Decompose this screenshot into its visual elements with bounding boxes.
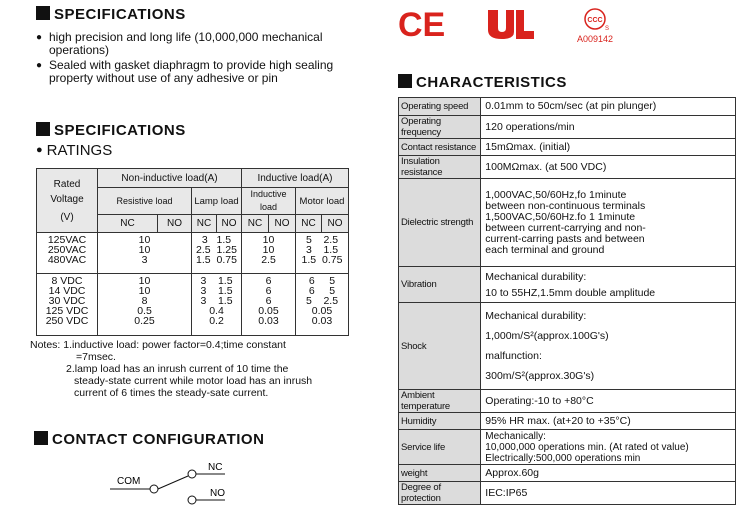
resistive-load-header: Resistive load <box>98 188 192 215</box>
row-value: Mechanical durability: 10 to 55HZ,1.5mm double amplitude <box>481 267 736 303</box>
dc-lamp-cell: 3 1.5 3 1.5 3 1.5 0.4 0.2 <box>192 274 242 336</box>
row-label: Service life <box>399 430 481 465</box>
bullet-icon: ● <box>36 144 43 156</box>
ac-motor-cell: 5 2.5 3 1.5 1.5 0.75 <box>296 233 349 274</box>
ccc-code-label: A009142 <box>576 34 614 44</box>
table-row <box>399 430 736 465</box>
ce-mark-icon <box>398 6 454 40</box>
ratings-table <box>36 168 376 336</box>
nc-label: NC <box>208 462 223 473</box>
dc-motor-cell: 6 5 6 5 5 2.5 0.05 0.03 <box>296 274 349 336</box>
row-label: Shock <box>399 303 481 390</box>
row-label: Operating frequency <box>399 116 481 139</box>
table-row <box>399 413 736 430</box>
ccc-s-text: S <box>605 26 610 32</box>
dc-inductive-cell: 6 6 6 0.05 0.03 <box>242 274 296 336</box>
row-label: Insulation resistance <box>399 156 481 179</box>
note-line: =7msec. <box>76 351 116 363</box>
contact-configuration-diagram <box>100 456 250 512</box>
nc-header: NC <box>192 215 217 233</box>
row-value: Operating:-10 to +80°C <box>481 390 736 413</box>
table-row <box>399 390 736 413</box>
note-line: steady-state current while motor load has an inrush <box>74 375 313 387</box>
inductive-load-header: Inductive load <box>242 188 296 215</box>
no-header: NO <box>158 215 192 233</box>
row-value: 120 operations/min <box>481 116 736 139</box>
ac-lamp-cell: 3 1.5 2.5 1.25 1.5 0.75 <box>192 233 242 274</box>
note-line: 2.lamp load has an inrush current of 10 time the <box>66 363 289 375</box>
row-value: 100MΩmax. (at 500 VDC) <box>481 156 736 179</box>
specifications-bullet-list <box>36 31 366 87</box>
nc-header: NC <box>242 215 269 233</box>
ac-inductive-cell: 10 10 2.5 <box>242 233 296 274</box>
heading-square-icon <box>34 431 48 445</box>
row-value: Mechanical durability: 1,000m/S²(approx.100G's) malfunction: 300m/S²(approx.30G's) <box>481 303 736 390</box>
inductive-header: Inductive load(A) <box>242 169 349 188</box>
table-row <box>399 179 736 267</box>
bullet-item: ● Sealed with gasket diaphragm to provide high sealing property without use of any adhesive or pin <box>36 59 366 85</box>
ratings-section-heading: SPECIFICATIONS <box>36 122 186 139</box>
note-line: Notes: 1.inductive load: power factor=0.4;time constant <box>30 339 286 351</box>
motor-load-header: Motor load <box>296 188 349 215</box>
rated-voltage-header: Rated Voltage (V) <box>37 169 98 233</box>
row-label: Ambient temperature <box>399 390 481 413</box>
row-value: 95% HR max. (at+20 to +35°C) <box>481 413 736 430</box>
ac-resistive-cell: 10 10 3 <box>98 233 192 274</box>
specifications-heading: SPECIFICATIONS <box>36 6 186 23</box>
dc-voltage-cell: 8 VDC 14 VDC 30 VDC 125 VDC 250 VDC <box>37 274 98 336</box>
non-inductive-header: Non-inductive load(A) <box>98 169 242 188</box>
row-value: 15mΩmax. (initial) <box>481 139 736 156</box>
ccc-mark-icon <box>568 4 622 46</box>
ce-mark-text: CE <box>398 6 446 40</box>
row-value: 1,000VAC,50/60Hz,fo 1minute between non-continuous terminals 1,500VAC,50/60Hz.fo 1 1minute between current-carrying and non- current-carring pasts and between each terminal and ground <box>481 179 736 267</box>
table-row <box>399 156 736 179</box>
com-label: COM <box>117 476 141 487</box>
row-value: Approx.60g <box>481 465 736 482</box>
row-value: 0.01mm to 50cm/sec (at pin plunger) <box>481 98 736 116</box>
nc-header: NC <box>98 215 158 233</box>
heading-square-icon <box>36 122 50 136</box>
table-row <box>399 465 736 482</box>
characteristics-table <box>398 97 736 505</box>
table-row <box>399 98 736 116</box>
ac-voltage-cell: 125VAC 250VAC 480VAC <box>37 233 98 274</box>
bullet-item: ● high precision and long life (10,000,000 mechanical operations) <box>36 31 366 57</box>
heading-square-icon <box>36 6 50 20</box>
ratings-notes <box>30 339 370 399</box>
table-row <box>399 267 736 303</box>
row-label: Operating speed <box>399 98 481 116</box>
table-row <box>399 482 736 505</box>
lamp-load-header: Lamp load <box>192 188 242 215</box>
nc-terminal <box>188 470 196 478</box>
ratings-subheading: ● RATINGS <box>36 142 113 159</box>
no-terminal <box>188 496 196 504</box>
no-header: NO <box>217 215 242 233</box>
row-label: Contact resistance <box>399 139 481 156</box>
row-label: Degree of protection <box>399 482 481 505</box>
dc-resistive-cell: 10 10 8 0.5 0.25 <box>98 274 192 336</box>
table-row <box>399 116 736 139</box>
no-label: NO <box>210 488 225 499</box>
row-label: Vibration <box>399 267 481 303</box>
characteristics-heading: CHARACTERISTICS <box>398 74 567 91</box>
table-row <box>399 139 736 156</box>
ccc-mark-text: CCC <box>587 17 603 24</box>
switch-arm <box>158 476 188 489</box>
row-label: Humidity <box>399 413 481 430</box>
no-header: NO <box>322 215 349 233</box>
nc-header: NC <box>296 215 322 233</box>
heading-square-icon <box>398 74 412 88</box>
com-terminal <box>150 485 158 493</box>
note-line: current of 6 times the steady-sate current. <box>74 387 269 399</box>
table-row <box>399 303 736 390</box>
row-label: weight <box>399 465 481 482</box>
row-value: Mechanically: 10,000,000 operations min. (At rated ot value) Electrically:500,000 operations min <box>481 430 736 465</box>
row-label: Dielectric strength <box>399 179 481 267</box>
ul-mark-icon <box>484 6 536 40</box>
row-value: IEC:IP65 <box>481 482 736 505</box>
contact-configuration-heading: CONTACT CONFIGURATION <box>34 431 264 448</box>
no-header: NO <box>269 215 296 233</box>
